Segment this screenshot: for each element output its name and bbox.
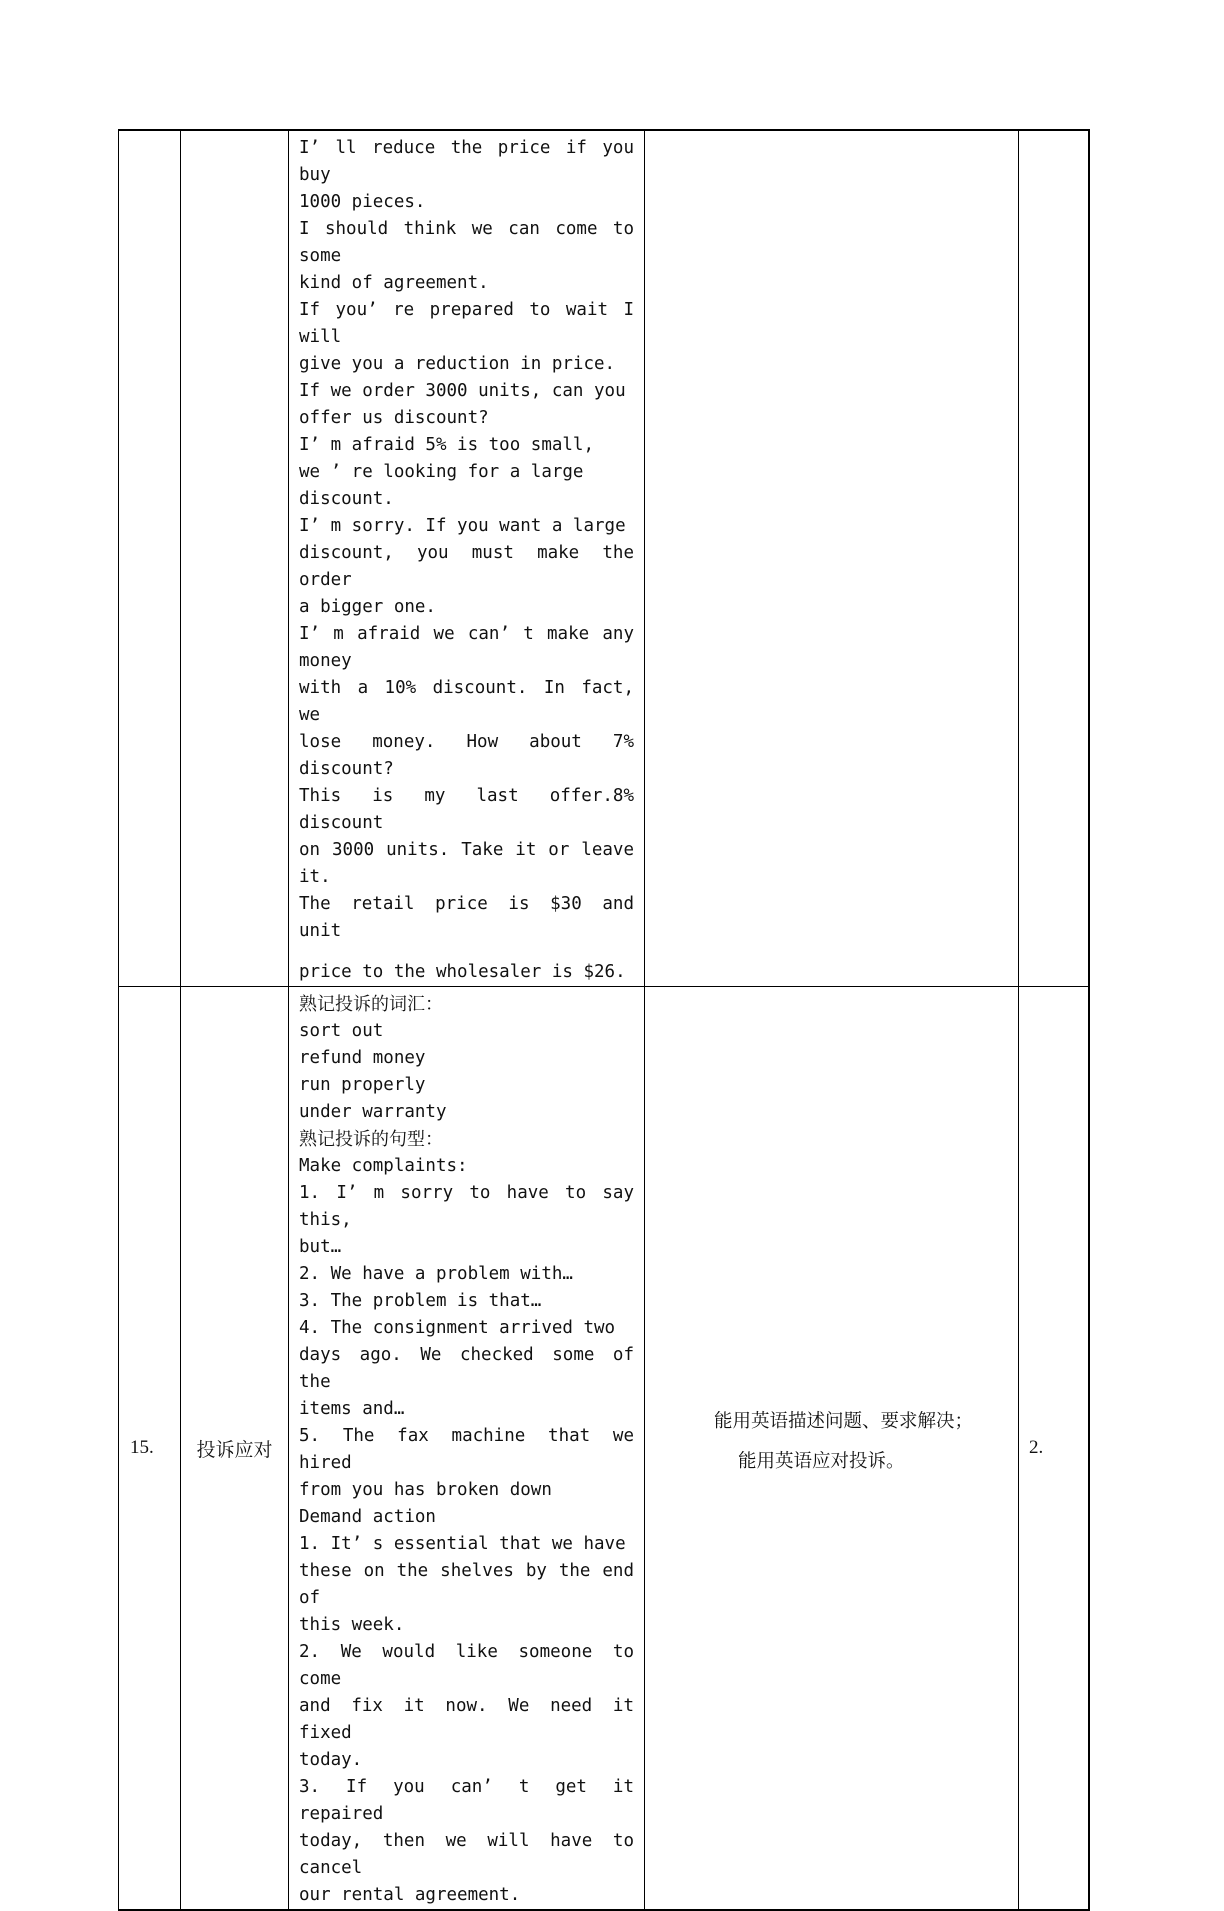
- row-number: 15.: [130, 1437, 154, 1458]
- content-line: 熟记投诉的词汇：: [299, 994, 443, 1015]
- content-text: [289, 131, 644, 986]
- content-line: a bigger one.: [299, 597, 436, 617]
- content-line: today, then we will have to cancel: [299, 1831, 634, 1878]
- table-row: [119, 987, 1089, 1911]
- content-line: I’ m afraid 5% is too small,: [299, 435, 595, 455]
- content-line: discount, you must make the order: [299, 543, 634, 590]
- content-line: I’ m sorry. If you want a large: [299, 516, 626, 536]
- content-line: I should think we can come to some: [299, 219, 634, 266]
- content-line: run properly: [299, 1075, 426, 1095]
- content-line: This is my last offer.8% discount: [299, 786, 634, 833]
- content-line: but…: [299, 1237, 342, 1257]
- syllabus-table: [118, 129, 1090, 1911]
- goal-cell: [645, 987, 1019, 1911]
- content-line: we ’ re looking for a large: [299, 462, 584, 482]
- content-line: 4. The consignment arrived two: [299, 1318, 616, 1338]
- content-cell: [289, 130, 645, 987]
- content-line: items and…: [299, 1399, 405, 1419]
- content-line: kind of agreement.: [299, 273, 489, 293]
- content-line: sort out: [299, 1021, 384, 1041]
- content-line: days ago. We checked some of the: [299, 1345, 634, 1392]
- content-line: 2. We would like someone to come: [299, 1642, 634, 1689]
- content-line: today.: [299, 1750, 363, 1770]
- content-line: 1. I’ m sorry to have to say this,: [299, 1183, 634, 1230]
- content-line: I’ ll reduce the price if you buy: [299, 138, 634, 185]
- hours-cell: [1019, 130, 1089, 987]
- content-line: If you’ re prepared to wait I will: [299, 300, 634, 347]
- content-line: 3. If you can’ t get it repaired: [299, 1777, 634, 1824]
- content-line: with a 10% discount. In fact, we: [299, 678, 634, 725]
- row-number-cell: [119, 130, 181, 987]
- content-line: price to the wholesaler is $26.: [299, 962, 626, 982]
- content-line: on 3000 units. Take it or leave it.: [299, 840, 634, 887]
- content-line: Make complaints:: [299, 1156, 468, 1176]
- topic-cell: [181, 987, 289, 1911]
- content-text: [289, 987, 644, 1909]
- content-line: 1. It’ s essential that we have: [299, 1534, 626, 1554]
- topic-cell: [181, 130, 289, 987]
- row-number-cell: [119, 987, 181, 1911]
- content-line: offer us discount?: [299, 408, 489, 428]
- table-row: [119, 130, 1089, 987]
- topic-label: 投诉应对: [196, 1438, 273, 1461]
- goal-cell: [645, 130, 1019, 987]
- content-line: and fix it now. We need it fixed: [299, 1696, 634, 1743]
- goal-line: 能用英语应对投诉。: [738, 1451, 905, 1472]
- content-line: refund money: [299, 1048, 426, 1068]
- content-line: discount.: [299, 489, 394, 509]
- hours-cell: [1019, 987, 1089, 1911]
- content-line: 3. The problem is that…: [299, 1291, 542, 1311]
- content-line: 2. We have a problem with…: [299, 1264, 573, 1284]
- content-line: give you a reduction in price.: [299, 354, 616, 374]
- goal-line: 能用英语描述问题、要求解决；: [714, 1411, 974, 1432]
- content-line: Demand action: [299, 1507, 436, 1527]
- content-cell: [289, 987, 645, 1911]
- content-line: 1000 pieces.: [299, 192, 426, 212]
- content-line: 5. The fax machine that we hired: [299, 1426, 634, 1473]
- content-line: these on the shelves by the end of: [299, 1561, 634, 1608]
- hours-value: 2.: [1029, 1437, 1044, 1458]
- content-line: lose money. How about 7% discount?: [299, 732, 634, 779]
- content-line: The retail price is $30 and unit: [299, 894, 634, 941]
- content-line: If we order 3000 units, can you: [299, 381, 626, 401]
- content-line: this week.: [299, 1615, 405, 1635]
- content-line: I’ m afraid we can’ t make any money: [299, 624, 634, 671]
- content-line: 熟记投诉的句型：: [299, 1129, 443, 1150]
- content-line: under warranty: [299, 1102, 447, 1122]
- content-line: our rental agreement.: [299, 1885, 521, 1905]
- content-line: from you has broken down: [299, 1480, 552, 1500]
